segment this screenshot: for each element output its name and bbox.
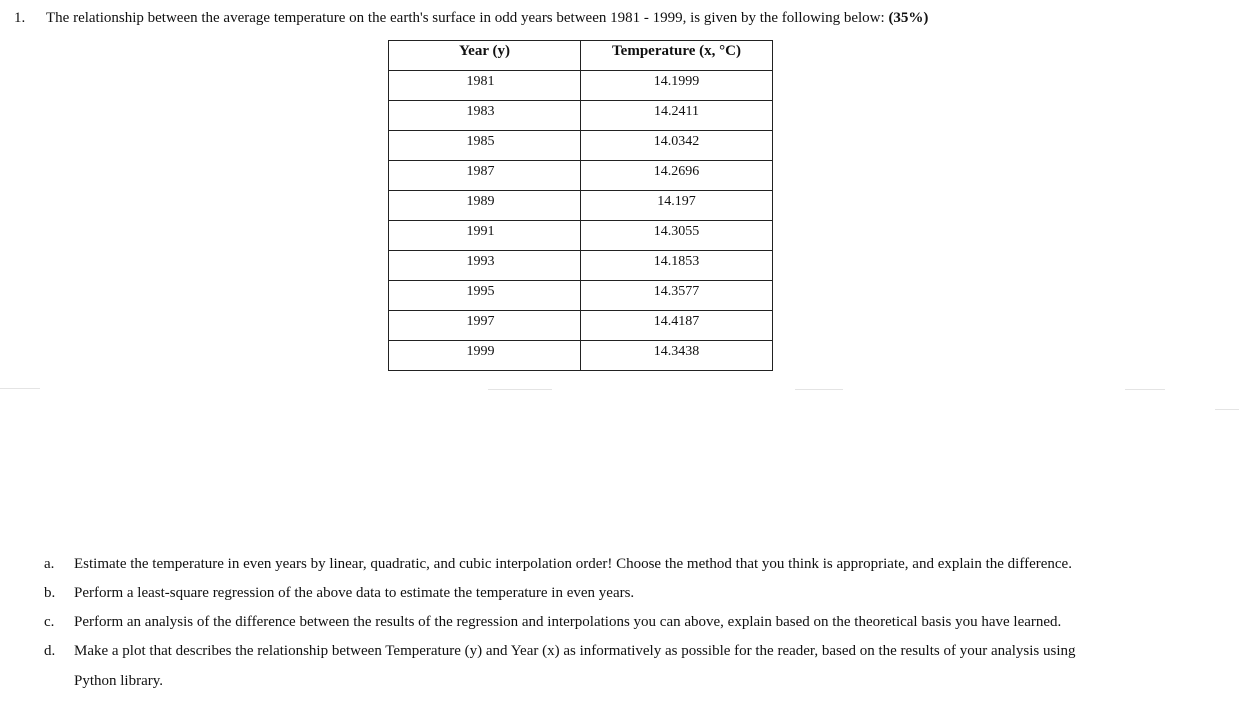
data-table: [388, 40, 773, 371]
cell-temperature: 14.197: [581, 191, 773, 221]
table-row: [389, 221, 773, 251]
task-text: Python library.: [74, 673, 164, 689]
page-divider: [1125, 389, 1165, 390]
cell-temperature: 14.4187: [581, 311, 773, 341]
question-number: 1.: [14, 10, 26, 26]
question-weight: (35%): [888, 10, 929, 26]
task-marker: c.: [44, 614, 55, 630]
table-row: [389, 131, 773, 161]
cell-year: 1995: [389, 281, 581, 311]
cell-year: 1983: [389, 101, 581, 131]
cell-temperature: 14.2696: [581, 161, 773, 191]
cell-temperature: 14.2411: [581, 101, 773, 131]
task-text: Make a plot that describes the relationship between Temperature (y) and Year (x) as informatively as possible for the reader, based on the results of your analysis using: [74, 643, 1076, 659]
header-year: Year (y): [389, 41, 581, 71]
table-row: [389, 311, 773, 341]
page-divider: [0, 388, 40, 389]
task-marker: a.: [44, 556, 55, 572]
cell-year: 1991: [389, 221, 581, 251]
cell-year: 1981: [389, 71, 581, 101]
cell-temperature: 14.3577: [581, 281, 773, 311]
table-row: [389, 341, 773, 371]
cell-year: 1997: [389, 311, 581, 341]
task-marker: b.: [44, 585, 56, 601]
cell-temperature: 14.0342: [581, 131, 773, 161]
table-row: [389, 281, 773, 311]
cell-temperature: 14.3055: [581, 221, 773, 251]
page-divider: [1215, 409, 1239, 410]
task-text: Perform an analysis of the difference between the results of the regression and interpolations you can above, explain based on the theoretical basis you have learned.: [74, 614, 1062, 630]
cell-year: 1985: [389, 131, 581, 161]
task-marker: d.: [44, 643, 56, 659]
table-row: [389, 161, 773, 191]
page-divider: [488, 389, 552, 390]
question-text: [46, 10, 928, 27]
cell-year: 1987: [389, 161, 581, 191]
task-text: Perform a least-square regression of the above data to estimate the temperature in even years.: [74, 585, 635, 601]
cell-year: 1999: [389, 341, 581, 371]
table-row: [389, 71, 773, 101]
cell-temperature: 14.1853: [581, 251, 773, 281]
table-header-row: [389, 41, 773, 71]
cell-year: 1993: [389, 251, 581, 281]
table-row: [389, 251, 773, 281]
cell-temperature: 14.3438: [581, 341, 773, 371]
cell-temperature: 14.1999: [581, 71, 773, 101]
task-text: Estimate the temperature in even years by linear, quadratic, and cubic interpolation order! Choose the method that you think is appropriate, and explain the difference.: [74, 556, 1072, 572]
question-body: The relationship between the average temperature on the earth's surface in odd years between 1981 - 1999, is given by the following below:: [46, 10, 889, 26]
table-row: [389, 191, 773, 221]
table-row: [389, 101, 773, 131]
page-divider: [795, 389, 843, 390]
header-temperature: Temperature (x, °C): [581, 41, 773, 71]
cell-year: 1989: [389, 191, 581, 221]
